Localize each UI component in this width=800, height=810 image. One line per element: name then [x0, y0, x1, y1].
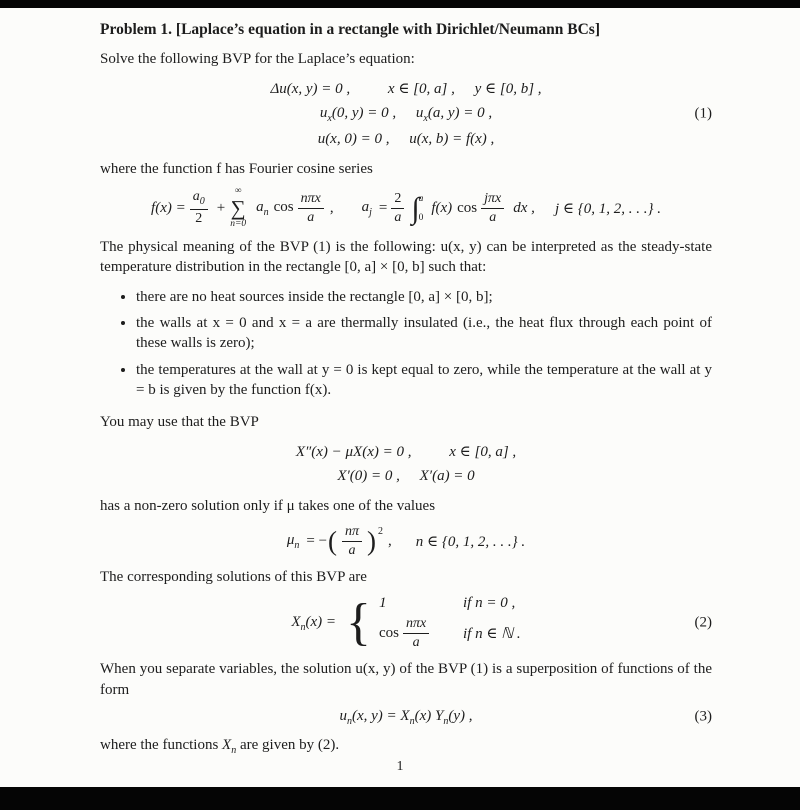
integral-lower-limit: 0 [418, 212, 424, 223]
equation-line [100, 77, 712, 101]
fraction-denominator: a [348, 543, 356, 559]
math-fragment: a [192, 189, 200, 205]
eigenvalue-equation [100, 524, 712, 559]
problem-heading: Problem 1. [Laplace’s equation in a rectangle with Dirichlet/Neumann BCs] [100, 21, 600, 38]
math-fragment: X″(x) − μX(x) = 0 , [295, 443, 412, 460]
index-set: n ∈ {0, 1, 2, . . .} . [415, 534, 526, 551]
xn-symbol [222, 736, 237, 756]
case-value: 1 [378, 595, 387, 612]
math-fragment: X [222, 736, 232, 753]
closing-paragraph [100, 735, 712, 757]
physical-meaning-paragraph: The physical meaning of the BVP (1) is the following: u(x, y) can be interpreted as the steady-state temperature distribution in the rectangle [0, a] × [0, b] such that: [100, 239, 712, 276]
equals-minus: = − [306, 533, 328, 550]
math-fragment: X′(a) = 0 [419, 467, 475, 484]
fraction [298, 191, 324, 226]
fraction [342, 524, 362, 559]
math-fragment: Δu(x, y) = 0 , [270, 81, 351, 98]
fraction-denominator: 2 [195, 210, 203, 226]
case-value [379, 616, 463, 651]
sum-lower-limit: n=0 [230, 218, 247, 229]
math-fragment: a [361, 198, 370, 215]
integral-upper-limit: a [418, 193, 424, 204]
bullet-item: • the temperatures at the wall at y = 0 is kept equal to zero, while the temperature at the wall at y = b is given by the function f(x). [136, 360, 712, 400]
mu-n-symbol [287, 532, 300, 551]
coefficient-aj [362, 199, 372, 218]
may-use-paragraph: You may use that the BVP [100, 413, 259, 430]
document-page [0, 8, 800, 787]
fraction-numerator: 2 [391, 191, 404, 209]
display-equation-cases [100, 595, 712, 651]
page-content [0, 8, 800, 757]
display-equation-bvp1 [100, 77, 712, 151]
integral-limits [419, 192, 424, 225]
cos-operator: cos [273, 198, 294, 215]
fraction [403, 616, 429, 651]
exponent-two: 2 [378, 525, 384, 537]
math-fragment: u [319, 105, 328, 122]
xn-symbol [291, 614, 336, 633]
display-equation-sturm-liouville [100, 440, 712, 488]
fraction-numerator: jπx [481, 191, 504, 209]
case-row [379, 616, 521, 651]
fraction-numerator [190, 189, 208, 209]
equation-line [100, 440, 712, 464]
summation-symbol [230, 187, 246, 229]
display-equation-superposition [100, 708, 712, 727]
math-fragment: (y) , [448, 707, 473, 724]
math-fragment: y ∈ [0, b] , [474, 81, 542, 98]
fraction-denominator: a [412, 635, 420, 651]
math-fragment: u(x, b) = f(x) , [409, 131, 495, 148]
math-fragment: a [256, 198, 264, 215]
equation-number-3: (3) [694, 708, 712, 725]
subscript: n [231, 744, 237, 756]
nonzero-solution-paragraph: has a non-zero solution only if μ takes one of the values [100, 497, 436, 514]
display-equation-fourier [100, 187, 712, 229]
math-fragment [340, 708, 473, 727]
subscript: n [294, 540, 300, 552]
intro-paragraph: Solve the following BVP for the Laplace’s equation: [100, 50, 415, 67]
subscript: n [300, 621, 306, 633]
subscript: x [423, 113, 428, 125]
math-fragment: (0, y) = 0 , [331, 105, 397, 122]
subscript: n [443, 715, 449, 727]
math-fragment: (x) = [305, 613, 337, 630]
subscript: j [369, 206, 372, 218]
text-fragment: are given by (2). [236, 736, 340, 753]
math-fragment [319, 105, 397, 125]
math-fragment: u(x, 0) = 0 , [317, 131, 390, 148]
math-fragment: (x) Y [414, 707, 444, 724]
plus-operator: + [216, 199, 226, 216]
fraction-numerator: nπx [403, 616, 429, 634]
equation-number-2: (2) [694, 614, 712, 631]
fourier-series-equation [100, 187, 712, 229]
cases-brace: { [346, 593, 371, 651]
equation-number-1: (1) [694, 105, 712, 122]
bullet-item: • there are no heat sources inside the rectangle [0, a] × [0, b]; [136, 287, 712, 307]
left-paren: ( [328, 526, 338, 557]
bullet-item: • the walls at x = 0 and x = a are thermally insulated (i.e., the heat flux through each point of these walls is zero); [136, 313, 712, 353]
equation-line [100, 464, 712, 488]
fraction-numerator: nπx [298, 191, 324, 209]
comma: , [329, 199, 334, 216]
subscript: n [263, 206, 269, 218]
case-condition: if n = 0 , [462, 595, 516, 612]
fraction-denominator: a [394, 209, 402, 225]
right-paren: ) [367, 526, 377, 557]
math-fragment: x ∈ [0, a] , [387, 81, 455, 98]
bullet-list [136, 287, 712, 399]
cos-operator: cos [457, 199, 478, 216]
comma: , [388, 533, 392, 550]
page-number: 1 [396, 759, 404, 774]
math-fragment: X [291, 613, 301, 630]
subscript: n [347, 715, 352, 727]
math-fragment: μ [286, 532, 295, 549]
display-equation-eigenvalues [100, 524, 712, 559]
cases-body [379, 595, 521, 651]
fourier-intro-paragraph: where the function f has Fourier cosine series [100, 161, 373, 178]
math-fragment: (x, y) = X [352, 707, 410, 724]
solutions-paragraph: The corresponding solutions of this BVP are [100, 569, 367, 586]
case-condition: if n ∈ ℕ . [462, 626, 521, 643]
subscript: x [327, 113, 332, 125]
fraction [481, 191, 504, 226]
math-fragment: X′(0) = 0 , [337, 467, 400, 484]
integral-symbol [411, 192, 423, 225]
superposition-equation [100, 708, 712, 727]
text-fragment: where the functions [100, 736, 223, 753]
fraction [391, 191, 404, 226]
sigma-glyph: ∑ [230, 195, 246, 220]
equation-line [100, 127, 712, 151]
math-fragment: u [339, 707, 347, 724]
index-set: j ∈ {0, 1, 2, . . .} . [554, 200, 661, 217]
differential-dx: dx , [513, 199, 535, 216]
subscript: 0 [199, 196, 205, 208]
math-fragment: (a, y) = 0 , [427, 105, 493, 122]
case-row [379, 595, 521, 612]
math-fragment: u [415, 105, 424, 122]
separation-paragraph: When you separate variables, the solution u(x, y) of the BVP (1) is a superposition of functions of the form [100, 661, 712, 698]
math-fragment: f(x) = [151, 199, 186, 216]
equals-sign: = [378, 199, 388, 216]
fraction [190, 189, 208, 226]
cases-equation [100, 595, 712, 651]
equation-line [100, 101, 712, 127]
sum-upper-limit: ∞ [234, 186, 242, 197]
integral-glyph: ∫ [411, 191, 420, 225]
cos-operator: cos [378, 625, 399, 642]
fraction-denominator: a [307, 209, 315, 225]
series-term [256, 199, 294, 218]
fraction-denominator: a [489, 209, 497, 225]
math-fragment: x ∈ [0, a] , [449, 443, 517, 460]
math-fragment [415, 105, 493, 125]
subscript: n [409, 715, 415, 727]
math-fragment: f(x) [431, 199, 453, 216]
fraction-numerator: nπ [342, 524, 362, 542]
